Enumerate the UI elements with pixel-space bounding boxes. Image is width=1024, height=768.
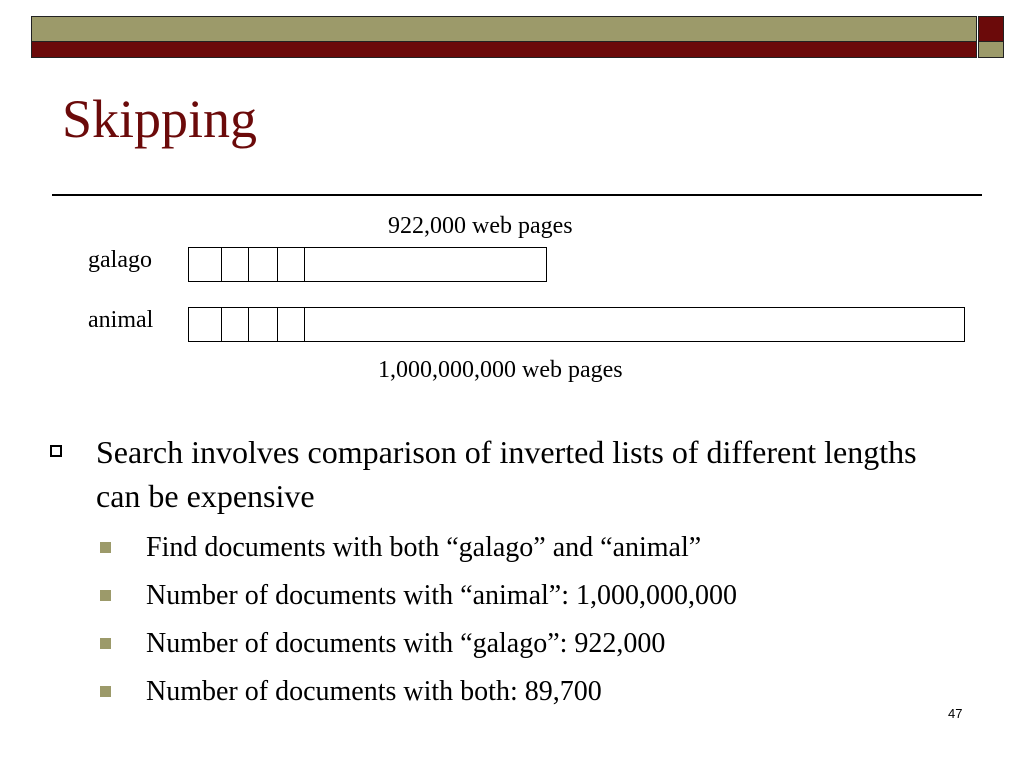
header-corner-square-red: [978, 16, 1004, 42]
sub-bullet: [48, 572, 948, 620]
square-bullet-icon: [100, 686, 111, 697]
animal-term-label: animal: [88, 307, 154, 333]
sub-bullet: [48, 668, 948, 716]
posting-cell: [249, 248, 278, 281]
sub-bullet-text: Number of documents with “galago”: 922,000: [146, 628, 666, 659]
square-bullet-icon: [100, 590, 111, 601]
sub-bullet: [48, 620, 948, 668]
main-bullet-text: Search involves comparison of inverted lists of different lengths can be expensive: [96, 434, 917, 514]
posting-cell: [189, 248, 222, 281]
header-band-red: [31, 42, 977, 58]
posting-remainder: [305, 248, 546, 281]
galago-term-label: galago: [88, 247, 152, 273]
posting-cell: [189, 308, 222, 341]
animal-size-caption: 1,000,000,000 web pages: [378, 357, 623, 383]
posting-cell: [278, 308, 305, 341]
sub-bullet-list: [48, 524, 948, 716]
posting-cell: [222, 248, 249, 281]
bullet-list: [48, 430, 948, 716]
header-band-olive: [31, 16, 977, 42]
main-bullet: [48, 430, 948, 518]
page-number: 47: [948, 706, 963, 721]
posting-cell: [249, 308, 278, 341]
square-bullet-icon: [100, 542, 111, 553]
posting-cell: [278, 248, 305, 281]
sub-bullet-text: Number of documents with both: 89,700: [146, 676, 602, 707]
square-bullet-icon: [100, 638, 111, 649]
slide-title: Skipping: [62, 89, 258, 149]
animal-postings-list: [188, 307, 965, 342]
hollow-square-bullet-icon: [50, 445, 62, 457]
sub-bullet: [48, 524, 948, 572]
galago-size-caption: 922,000 web pages: [388, 213, 573, 239]
galago-postings-list: [188, 247, 547, 282]
posting-remainder: [305, 308, 964, 341]
sub-bullet-text: Find documents with both “galago” and “animal”: [146, 532, 702, 563]
title-divider: [52, 194, 982, 196]
sub-bullet-text: Number of documents with “animal”: 1,000,000,000: [146, 580, 737, 611]
posting-cell: [222, 308, 249, 341]
header-corner-square-olive: [978, 42, 1004, 58]
